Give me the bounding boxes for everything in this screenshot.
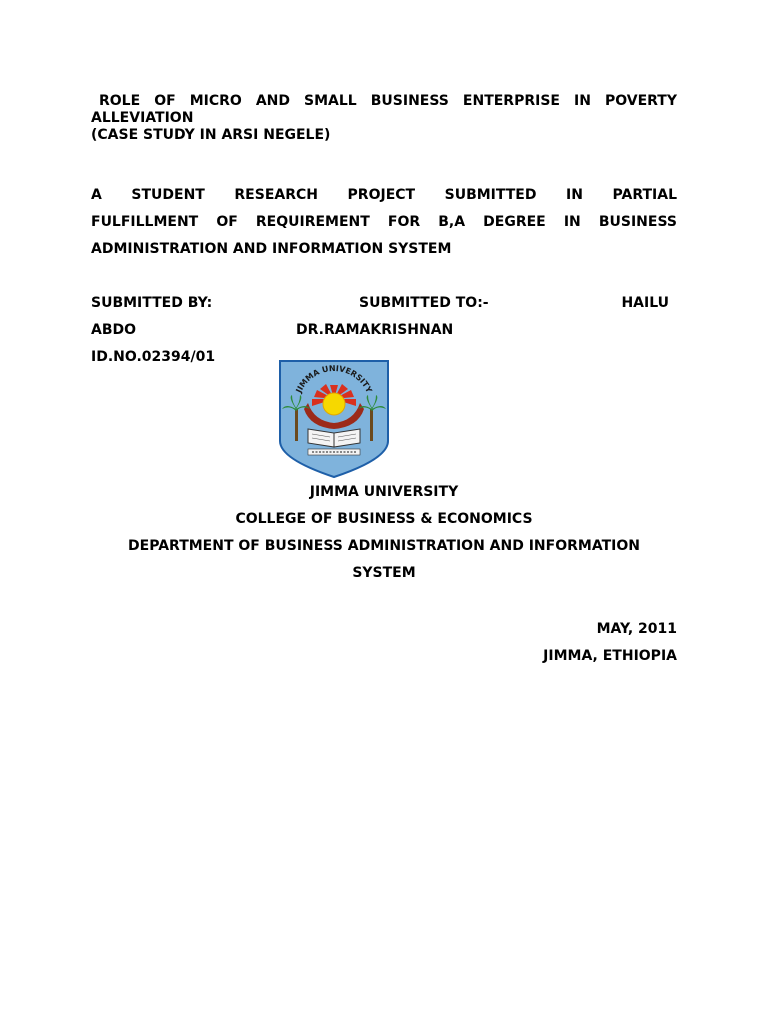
submission-place: JIMMA, ETHIOPIA [543,648,677,664]
title-line-1: ROLE OF MICRO AND SMALL BUSINESS ENTERPRISE IN POVERTY [99,93,677,109]
college-name: COLLEGE OF BUSINESS & ECONOMICS [235,511,533,527]
date-place-block [400,616,677,670]
department-name-line-1: DEPARTMENT OF BUSINESS ADMINISTRATION AND INFORMATION [128,538,640,554]
submitted-by-label: SUBMITTED BY: [91,295,213,311]
advisor-name: DR.RAMAKRISHNAN [296,322,454,338]
title-line-2: ALLEVIATION [91,110,194,126]
title-subtitle: (CASE STUDY IN ARSI NEGELE) [91,127,331,143]
student-name-part1: HAILU [621,295,669,311]
student-name-part2: ABDO [91,322,137,338]
institution-block [0,479,768,587]
purpose-statement [91,182,677,263]
submitted-to-label: SUBMITTED TO:- [359,295,489,311]
crest-arc-textpath: JIMMA UNIVERSITY [294,363,374,395]
submission-date: MAY, 2011 [596,621,677,637]
purpose-line-2: FULFILLMENT OF REQUIREMENT FOR B,A DEGREE IN BUSINESS [91,214,677,230]
sun-shape [323,393,345,415]
department-name-line-2: SYSTEM [352,565,416,581]
university-crest-icon [278,359,390,479]
title-block [91,93,677,144]
purpose-line-3: ADMINISTRATION AND INFORMATION SYSTEM [91,241,452,257]
purpose-line-1: A STUDENT RESEARCH PROJECT SUBMITTED IN PARTIAL [91,187,677,203]
university-logo [278,359,390,479]
university-name: JIMMA UNIVERSITY [309,484,459,500]
student-id: ID.NO.02394/01 [91,349,216,365]
